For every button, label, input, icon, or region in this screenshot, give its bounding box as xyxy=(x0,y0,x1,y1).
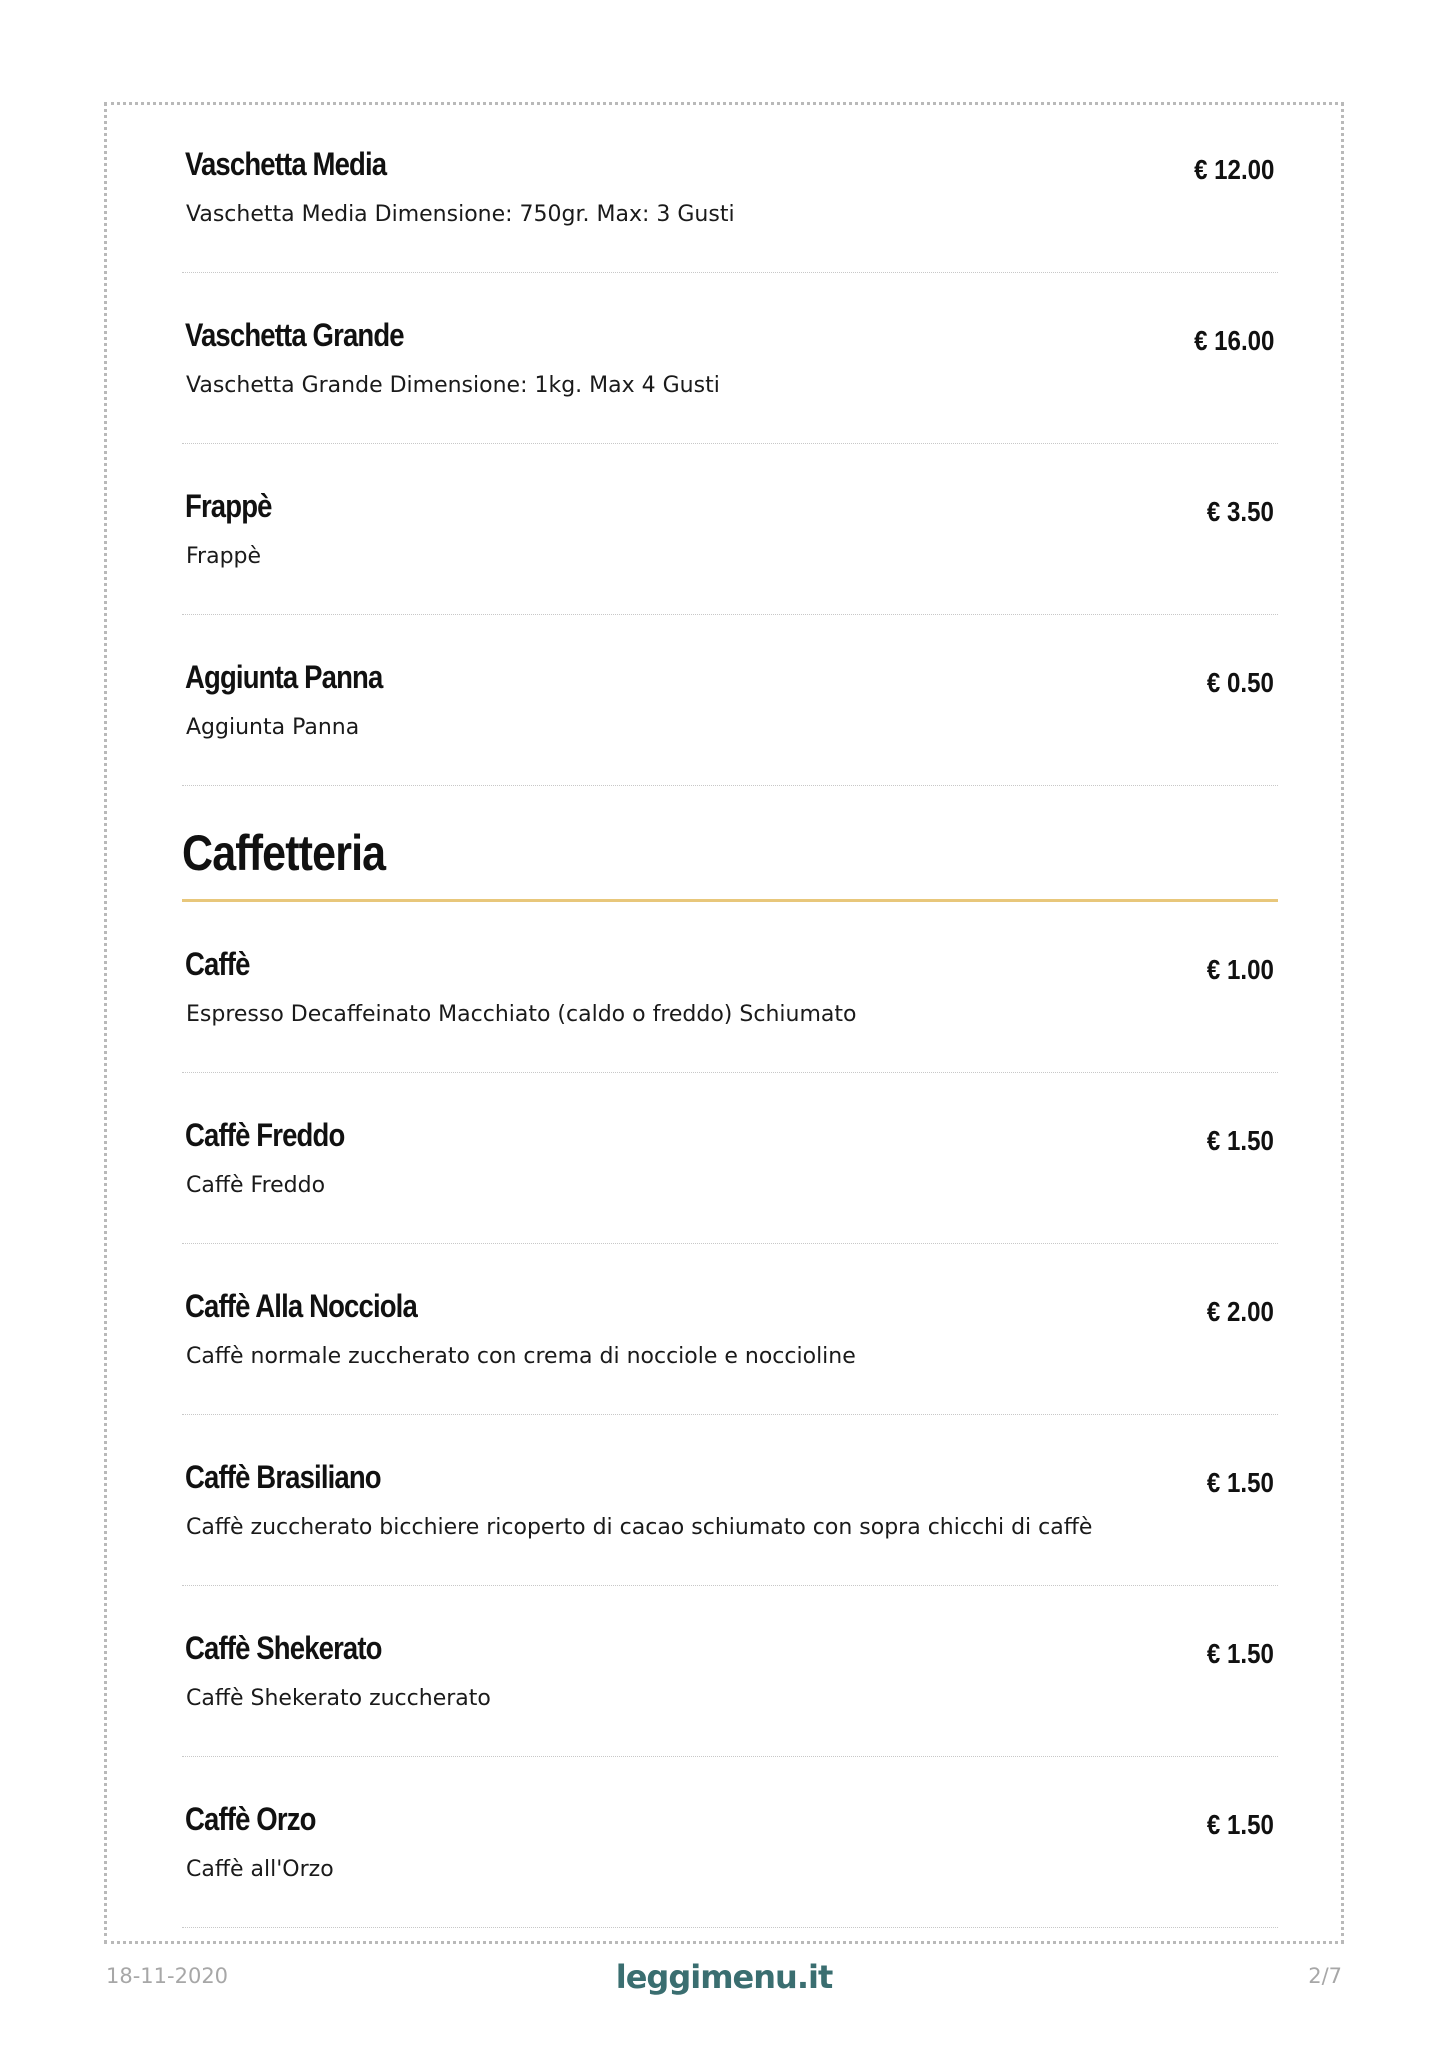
item-name: Frappè xyxy=(185,488,272,524)
section-header xyxy=(182,786,1278,902)
item-name: Vaschetta Grande xyxy=(185,317,404,353)
footer-brand-logo: leggimenu.it xyxy=(615,1958,833,1996)
item-price: € 0.50 xyxy=(1207,667,1274,698)
item-name: Caffè Freddo xyxy=(185,1117,345,1153)
menu-item xyxy=(182,1415,1278,1586)
item-price: € 2.00 xyxy=(1207,1296,1274,1327)
page-footer xyxy=(104,1958,1344,1998)
footer-date: 18-11-2020 xyxy=(106,1964,229,1988)
menu-item xyxy=(182,102,1278,273)
item-description: Caffè zuccherato bicchiere ricoperto di cacao schiumato con sopra chicchi di caffè xyxy=(186,1515,1093,1540)
item-name: Vaschetta Media xyxy=(185,146,387,182)
item-name: Aggiunta Panna xyxy=(185,659,383,695)
menu-content xyxy=(182,102,1278,1928)
item-price: € 12.00 xyxy=(1193,154,1274,185)
item-name: Caffè Alla Nocciola xyxy=(185,1288,417,1324)
item-description: Espresso Decaffeinato Macchiato (caldo o freddo) Schiumato xyxy=(186,1002,857,1027)
menu-item xyxy=(182,1244,1278,1415)
item-price: € 1.50 xyxy=(1207,1638,1274,1669)
item-name: Caffè Orzo xyxy=(185,1801,316,1837)
menu-item xyxy=(182,273,1278,444)
menu-item xyxy=(182,444,1278,615)
item-description: Frappè xyxy=(186,544,262,569)
item-description: Caffè Shekerato zuccherato xyxy=(186,1686,491,1711)
item-price: € 1.00 xyxy=(1207,954,1274,985)
item-description: Vaschetta Media Dimensione: 750gr. Max: 3 Gusti xyxy=(186,202,735,227)
menu-item xyxy=(182,1586,1278,1757)
item-price: € 16.00 xyxy=(1193,325,1274,356)
item-description: Aggiunta Panna xyxy=(186,715,360,740)
section-title: Caffetteria xyxy=(182,825,386,881)
item-description: Vaschetta Grande Dimensione: 1kg. Max 4 Gusti xyxy=(186,373,720,398)
item-name: Caffè xyxy=(185,946,250,982)
menu-item xyxy=(182,615,1278,786)
item-price: € 1.50 xyxy=(1207,1125,1274,1156)
item-price: € 1.50 xyxy=(1207,1809,1274,1840)
page-number: 2/7 xyxy=(1308,1964,1342,1988)
item-price: € 3.50 xyxy=(1207,496,1274,527)
item-description: Caffè Freddo xyxy=(186,1173,326,1198)
item-name: Caffè Shekerato xyxy=(185,1630,382,1666)
menu-item xyxy=(182,1757,1278,1928)
item-description: Caffè all'Orzo xyxy=(186,1857,334,1882)
menu-item xyxy=(182,1073,1278,1244)
menu-item xyxy=(182,902,1278,1073)
item-name: Caffè Brasiliano xyxy=(185,1459,381,1495)
item-price: € 1.50 xyxy=(1207,1467,1274,1498)
item-description: Caffè normale zuccherato con crema di nocciole e noccioline xyxy=(186,1344,856,1369)
